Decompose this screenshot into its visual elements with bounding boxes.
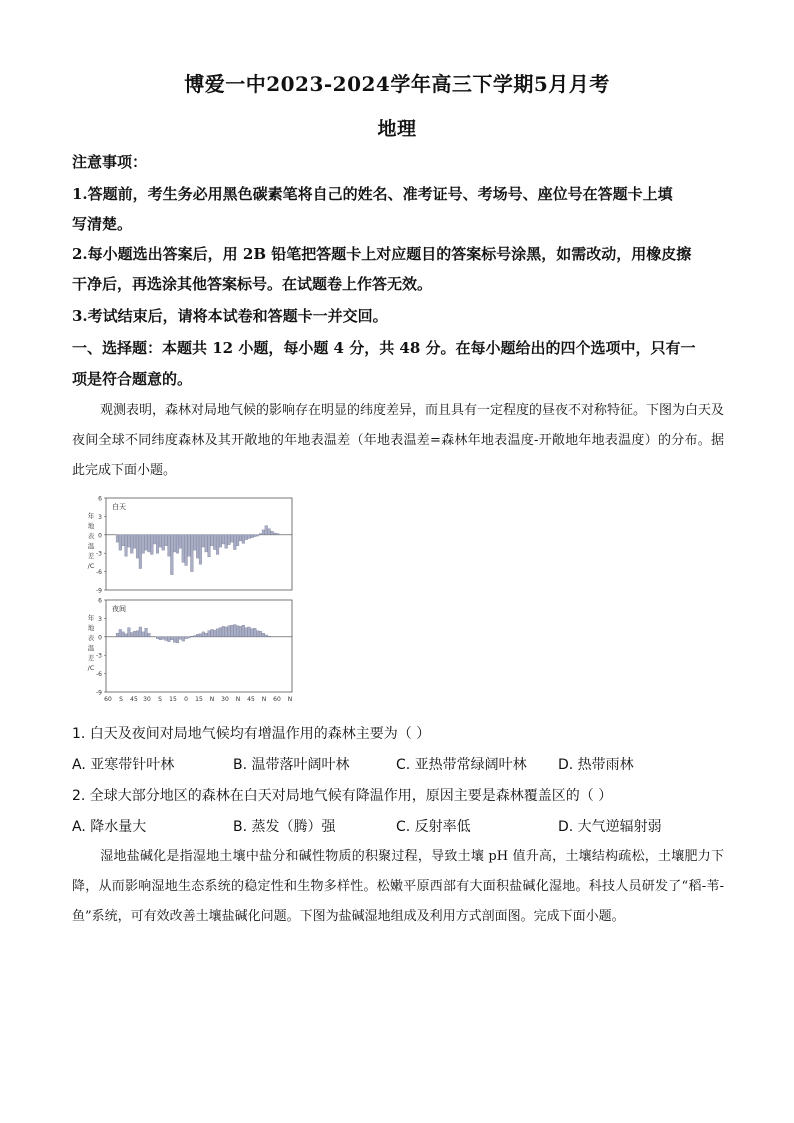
chart-bar — [156, 637, 159, 639]
chart-bar — [262, 530, 265, 535]
chart-bar — [179, 535, 182, 548]
chart-bar — [159, 637, 162, 640]
x-tick-label: 15 — [195, 696, 203, 703]
notice-item-1-line-2: 写清楚。 — [72, 215, 133, 233]
y-tick-label: 6 — [98, 495, 102, 503]
chart-bar — [259, 631, 262, 637]
chart-bar — [265, 635, 268, 637]
y-tick-label: -9 — [96, 587, 102, 595]
chart-bar — [251, 535, 254, 538]
chart-svg — [86, 492, 306, 714]
chart-bar — [139, 627, 142, 637]
chart-bar — [176, 637, 179, 643]
y-axis-label-char: 地 — [87, 624, 95, 632]
chart-bar — [145, 628, 148, 637]
chart-bar — [276, 534, 279, 535]
y-axis-label-char: 差 — [87, 654, 95, 662]
question-1-option-d[interactable]: D. 热带雨林 — [558, 757, 634, 773]
x-tick-label: N — [261, 696, 267, 703]
chart-bar — [245, 535, 248, 540]
chart-bar — [145, 535, 148, 550]
chart-bar — [233, 625, 236, 637]
chart-bar — [225, 627, 228, 637]
chart-bar — [116, 535, 119, 542]
chart-bar — [162, 535, 165, 550]
chart-bar — [188, 535, 191, 556]
chart-bar — [165, 637, 168, 641]
chart-bar — [128, 535, 131, 547]
notice-item-1-line-1: 1.答题前，考生务必用黑色碳素笔将自己的姓名、准考证号、考场号、座位号在答题卡上填 — [72, 185, 673, 203]
chart-bar — [170, 535, 173, 575]
subject-title: 地理 — [377, 118, 417, 140]
x-tick-label: 45 — [130, 696, 138, 703]
chart-bar — [208, 631, 211, 637]
chart-bar — [231, 625, 234, 637]
chart-bar — [139, 535, 142, 569]
chart-bar — [193, 636, 196, 637]
chart-bar — [130, 535, 133, 553]
x-tick-label: N — [235, 696, 241, 703]
x-tick-label: 60 — [273, 696, 281, 703]
chart-bar — [262, 633, 265, 637]
chart-bar — [256, 535, 259, 536]
y-tick-label: 6 — [98, 597, 102, 605]
notice-heading: 注意事项： — [72, 153, 148, 171]
chart-bar — [253, 628, 256, 637]
chart-bar — [173, 637, 176, 643]
chart-bar — [162, 637, 165, 639]
temperature-difference-chart — [86, 492, 306, 714]
chart-bar — [239, 535, 242, 541]
y-axis-label-char: 温 — [87, 644, 95, 652]
chart-bar — [256, 631, 259, 637]
chart-bar — [168, 637, 171, 642]
notice-item-2-line-1: 2.每小题选出答案后，用 2B 铅笔把答题卡上对应题目的答案标号涂黑，如需改动，用橡皮擦 — [72, 245, 692, 263]
question-1-option-c[interactable]: C. 亚热带常绿阔叶林 — [396, 757, 527, 773]
chart-bar — [253, 535, 256, 537]
chart-bar — [236, 626, 239, 637]
y-axis-label-char: /C — [87, 562, 95, 570]
chart-bar — [211, 535, 214, 546]
chart-bar — [182, 637, 185, 641]
x-tick-label: S — [158, 696, 162, 703]
chart-bar — [190, 535, 193, 572]
passage-2 — [72, 842, 724, 932]
chart-bar — [211, 629, 214, 636]
chart-panel-frame — [106, 600, 292, 692]
exam-title: 博爱一中2023-2024学年高三下学期5月月考 — [184, 72, 610, 96]
y-tick-label: -3 — [96, 550, 102, 558]
chart-bar — [159, 535, 162, 547]
chart-bar — [165, 535, 168, 546]
x-tick-label: 30 — [221, 696, 229, 703]
chart-bar — [228, 535, 231, 545]
chart-bar — [199, 634, 202, 637]
y-tick-label: 0 — [98, 532, 102, 540]
chart-bar — [236, 535, 239, 546]
chart-bar — [150, 535, 153, 555]
chart-bar — [173, 535, 176, 552]
section-1-line-2: 项是符合题意的。 — [72, 370, 193, 388]
chart-bar — [156, 535, 159, 553]
chart-bar — [133, 535, 136, 548]
chart-bar — [122, 632, 125, 637]
chart-bar — [133, 631, 136, 637]
chart-bar — [193, 535, 196, 550]
chart-bar — [125, 535, 128, 556]
chart-bar — [119, 535, 122, 550]
chart-bar — [205, 535, 208, 552]
chart-bar — [168, 535, 171, 556]
chart-bar — [130, 633, 133, 637]
passage-2-text: 湿地盐碱化是指湿地土壤中盐分和碱性物质的积聚过程，导致土壤 pH 值升高，土壤结构疏松，土壤肥力下降，从而影响湿地生态系统的稳定性和生物多样性。松嫩平原西部有大面积盐碱化湿地。科技人员研发了“稻-苇-鱼”系统，可有效改善土壤盐碱化问题。下图为盐碱湿地组成及利用方式剖面图。完成下面小题。 — [72, 849, 724, 924]
chart-bar — [142, 535, 145, 553]
chart-bar — [153, 535, 156, 544]
chart-bar — [242, 625, 245, 637]
chart-bar — [148, 535, 151, 552]
chart-bar — [185, 535, 188, 566]
y-axis-label-char: 年 — [87, 614, 95, 622]
chart-bar — [213, 535, 216, 550]
y-tick-label: 3 — [98, 513, 102, 521]
chart-bar — [248, 627, 251, 637]
x-tick-label: 0 — [184, 696, 188, 703]
chart-bar — [148, 633, 151, 637]
chart-bar — [242, 535, 245, 544]
chart-bar — [245, 628, 248, 637]
chart-bar — [128, 628, 131, 637]
x-tick-label: N — [287, 696, 293, 703]
y-tick-label: -3 — [96, 652, 102, 660]
chart-bar — [222, 626, 225, 636]
panel-label: 夜间 — [112, 605, 126, 613]
y-axis-label-char: 温 — [87, 542, 95, 550]
y-tick-label: -6 — [96, 569, 102, 577]
chart-bar — [239, 626, 242, 636]
chart-bar — [190, 636, 193, 637]
chart-bar — [116, 633, 119, 637]
chart-bar — [248, 535, 251, 539]
chart-bar — [219, 535, 222, 547]
chart-bar — [268, 529, 271, 535]
chart-bar — [233, 535, 236, 550]
y-tick-label: 0 — [98, 634, 102, 642]
x-tick-label: 45 — [247, 696, 255, 703]
y-tick-label: 3 — [98, 615, 102, 623]
chart-bar — [196, 535, 199, 558]
panel-label: 白天 — [112, 503, 126, 511]
y-tick-label: -9 — [96, 689, 102, 697]
chart-bar — [231, 535, 234, 542]
question-2-option-b[interactable]: B. 蒸发（腾）强 — [233, 819, 336, 835]
chart-bar — [196, 634, 199, 636]
chart-bar — [205, 633, 208, 637]
y-axis-label-char: 年 — [87, 512, 95, 520]
question-2-option-c[interactable]: C. 反射率低 — [396, 819, 471, 835]
chart-bar — [213, 630, 216, 637]
x-tick-label: N — [209, 696, 215, 703]
chart-bar — [188, 637, 191, 638]
chart-bar — [216, 629, 219, 637]
y-axis-label-char: 表 — [87, 532, 95, 540]
chart-bar — [208, 535, 211, 557]
passage-1 — [72, 396, 724, 486]
section-1-line-1: 一、选择题：本题共 12 小题，每小题 4 分，共 48 分。在每小题给出的四个选项中，只有一 — [72, 339, 696, 357]
question-1-stem: 1. 白天及夜间对局地气候均有增温作用的森林主要为（ ） — [72, 726, 431, 742]
passage-1-text: 观测表明，森林对局地气候的影响存在明显的纬度差异，而且具有一定程度的昼夜不对称特征。下图为白天及夜间全球不同纬度森林及其开敞地的年地表温差（年地表温差=森林年地表温度-开敞地年地表温度）的分布。据此完成下面小题。 — [72, 403, 725, 478]
chart-bar — [222, 535, 225, 544]
chart-bar — [273, 533, 276, 535]
chart-bar — [136, 631, 139, 637]
chart-bar — [225, 535, 228, 548]
y-axis-label-char: /C — [87, 664, 95, 672]
chart-bar — [202, 632, 205, 637]
chart-bar — [185, 637, 188, 639]
question-2-stem: 2. 全球大部分地区的森林在白天对局地气候有降温作用，原因主要是森林覆盖区的（ ） — [72, 788, 613, 804]
notice-item-2-line-2: 干净后，再选涂其他答案标号。在试题卷上作答无效。 — [72, 275, 433, 293]
chart-bar — [259, 534, 262, 535]
x-tick-label: 30 — [143, 696, 151, 703]
chart-bar — [202, 535, 205, 547]
chart-bar — [216, 535, 219, 555]
y-axis-label-char: 差 — [87, 552, 95, 560]
chart-bar — [182, 535, 185, 563]
chart-bar — [179, 637, 182, 639]
question-2-option-a[interactable]: A. 降水量大 — [72, 819, 147, 835]
chart-bar — [219, 628, 222, 637]
chart-bar — [265, 526, 268, 535]
chart-bar — [142, 632, 145, 637]
question-1-option-a[interactable]: A. 亚寒带针叶林 — [72, 757, 175, 773]
x-tick-label: S — [119, 696, 123, 703]
chart-bar — [136, 535, 139, 558]
chart-bar — [199, 535, 202, 564]
question-1-option-b[interactable]: B. 温带落叶阔叶林 — [233, 757, 350, 773]
chart-bar — [122, 535, 125, 546]
chart-bar — [271, 531, 274, 535]
chart-bar — [176, 535, 179, 553]
y-axis-label-char: 表 — [87, 634, 95, 642]
chart-bar — [125, 634, 128, 637]
y-axis-label-char: 地 — [87, 522, 95, 530]
question-2-option-d[interactable]: D. 大气逆辐射弱 — [558, 819, 662, 835]
chart-bar — [268, 636, 271, 637]
chart-bar — [170, 637, 173, 640]
y-tick-label: -6 — [96, 671, 102, 679]
notice-item-3: 3.考试结束后，请将本试卷和答题卡一并交回。 — [72, 307, 388, 325]
chart-bar — [251, 629, 254, 637]
x-tick-label: 15 — [169, 696, 177, 703]
x-tick-label: 60 — [104, 696, 112, 703]
chart-bar — [119, 629, 122, 636]
chart-bar — [228, 626, 231, 637]
